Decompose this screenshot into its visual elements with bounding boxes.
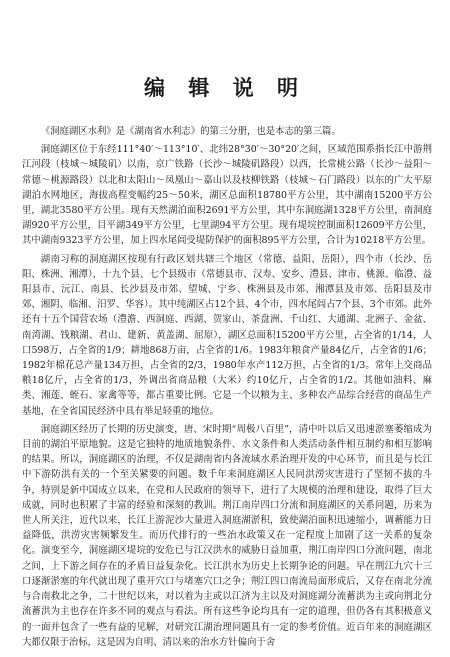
paragraph-administration: 湖南习称的洞庭湖区按现有行政区划共辖三个地区（常德、益阳、岳阳），四个市（长沙、岳阳、株洲、湘潭），十九个县、七个县级市（常德县市、汉寿、安乡、澧县、津市、桃源、临澧、益阳县市、沅江、南县、长沙县及市郊、望城、宁乡、株洲县及市郊、湘潭县及市郊、岳阳县及市郊、湘阴、临湘、汨罗、华容）。其中纯湖区占12个县、4个市，四水尾闾占7个县、3个市郊。此外还有十五个国营农场（澧澹、西洞庭、西湖、贺家山、茶盘洲、千山红、大通湖、北洲子、金盆、南湾湖、钱粮湖、君山、建新、黄盖湖、屈原），湖区总面积15200平方公里，占全省的1/14，人口598万，占全省的1/9；耕地868万亩，占全省的1/6。1983年粮食产量84亿斤，占全省的1/6；1982年棉花总产量134万担，占全省的2/3，1980年水产112万担，占全省的1/3。常年上交商品粮18亿斤，占全省的1/3，外调出省商品粮（大米）约10亿斤，占全省的1/2。其他如油料、麻类、湘莲、蛭石、家禽等等，都占重要比例。它是一个以粮为主、多种农产品综合经营的商品生产基地，在全省国民经济中具有举足轻重的地位。 — [22, 253, 432, 417]
document-body — [22, 124, 432, 653]
paragraph-history: 洞庭湖区经历了长期的历史演变，唐、宋时期“周极八百里”，清中叶以后又迅速淤塞萎缩成为目前的湖泊平原地貌。这是它独特的地质地貌条件、水文条件和人类活动条件相互制约和相互影响的结果。所以，洞庭湖区的治理，不仅是湖南省内各流域水系治理开发的中心环节，而且是与长江中下游防洪有关的一个至关紧要的问题。数千年来洞庭湖区人民同洪涝灾害进行了坚韧不拔的斗争，特别是新中国成立以来，在党和人民政府的领导下，进行了大规模的治理和建设，取得了巨大成就，同时也积累了丰富的经验和深刻的教训。荆江南岸四口分流和洞庭湖区的关系问题，历来为世人所关注，近代以来，长江上游泥沙大量进入洞庭湖淤积，致使湖泊面积迅速缩小，调蓄能力日益降低，洪涝灾害频繁发生。而历代排行的一些治水政策又在一定程度上加剧了这一关系的复杂化。演变至今，洞庭湖区堤垸的安危已与江汉洪水的威胁日益加重，荆江南岸四口分流问题，南北之间，上下游之间存在的矛盾日益复杂化。长江洪水为历史上长期争论的问题。早在荆江九穴十三口逐渐淤塞的年代就出现了重开穴口与堵塞穴口之争；荆江四口南流局面形成后，又存在南北分流与合南救北之争，二十世纪以来，对以着为主或以江济为主以及对洞庭湖分流蓄洪为主或向荆北分流蓄洪为主也存在许多不同的观点与看法。所有这些争论均具有一定的道理，但仍各有其积极意义的一面并包含了一些有益的见解，对研究江湖治理问题具有一定的参考价值。近百年来的洞庭湖区大都仅限于治标，这是因为自明、清以来的治水方针偏向于舍 — [22, 423, 432, 648]
paragraph-intro: 《洞庭湖区水利》是《湖南省水利志》的第三分册，也是本志的第三篇。 — [40, 126, 341, 137]
page-title: 编 辑 说 明 — [144, 76, 306, 100]
paragraph-location: 洞庭湖区位于东经111°40′～113°10′、北纬28°30′～30°20′之间，区域范围系指长江中游荆江河段（枝城～城陵矶）以南，京广铁路（长沙～城陵矶路段）以西，长常桃公路（长沙～益阳～常德～桃源路段）以北和太阳山～凤凰山～嘉山以及枝柳铁路（枝城～石门路段）以东的广大平原湖泊水网地区，海拔高程变幅约25～50米，湖区总面积18780平方公里，其中湖南15200平方公里，湖北3580平方公里。现有天然湖泊面积2691平方公里，其中东洞庭湖1328平方公里，南洞庭湖920平方公里，目平湖349平方公里，七里湖94平方公里。现有堤垸控制面积12609平方公里，其中湖南9323平方公里，加上四水尾闾受堤防保护的面积895平方公里，合计为10218平方公里。 — [22, 144, 432, 247]
